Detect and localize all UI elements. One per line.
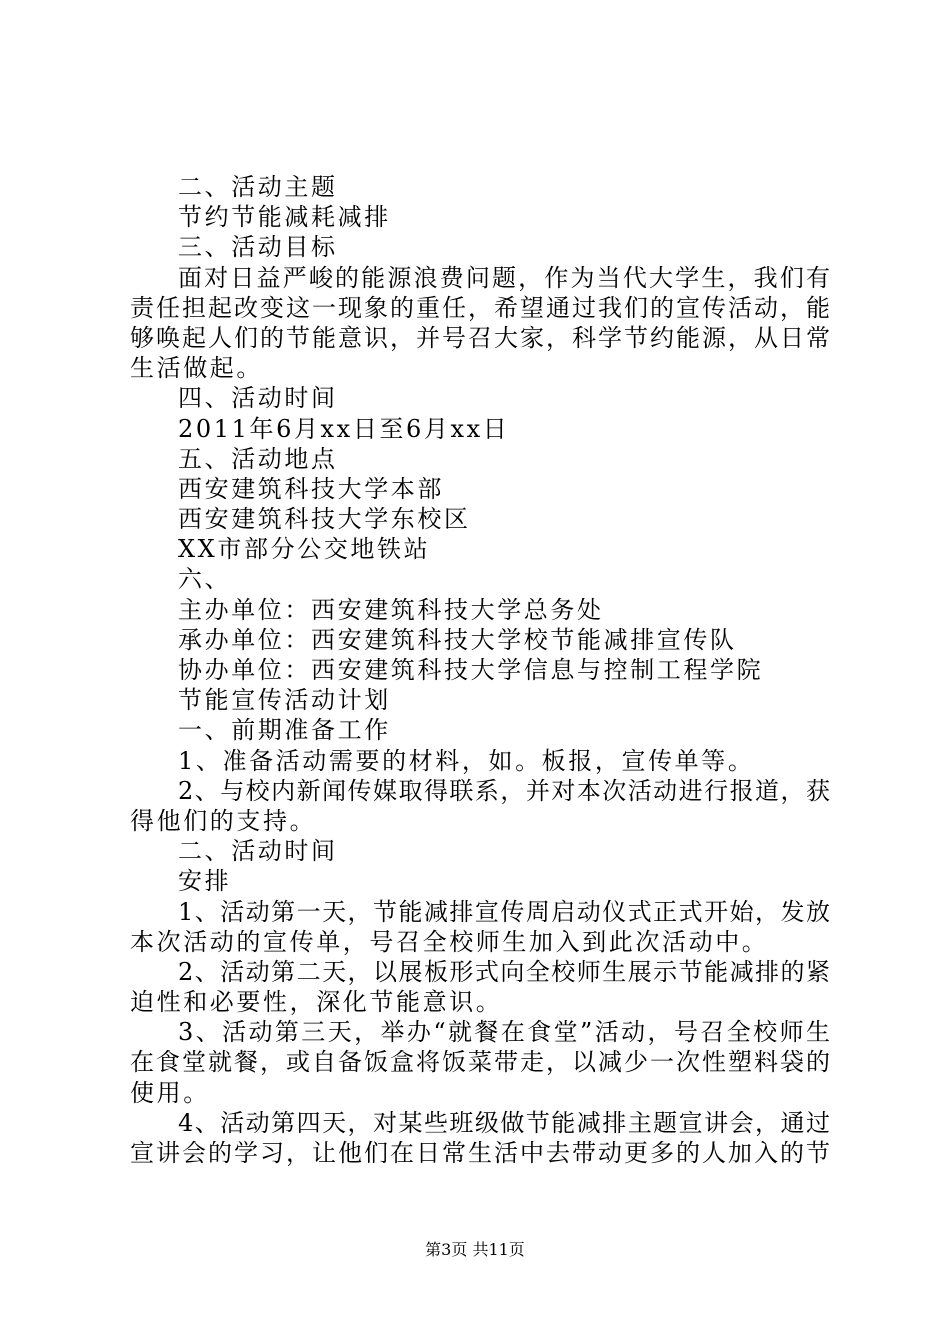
- document-body: [130, 172, 830, 1168]
- paragraph-line: 西安建筑科技大学东校区: [178, 505, 471, 534]
- section-heading-theme: 二、活动主题: [178, 173, 338, 201]
- paragraph-line: 面对日益严峻的能源浪费问题，作为当代大学生，我们有: [178, 263, 830, 292]
- paragraph-line: 1、准备活动需要的材料，如。板报，宣传单等。: [178, 746, 755, 775]
- paragraph-line: 4、活动第四天，对某些班级做节能减排主题宣讲会，通过: [178, 1108, 830, 1137]
- section-heading-schedule: 二、活动时间: [178, 837, 338, 866]
- section-heading-goal: 三、活动目标: [178, 233, 338, 262]
- paragraph-line: 2、活动第二天，以展板形式向全校师生展示节能减排的紧: [178, 957, 830, 986]
- section-heading-location: 五、活动地点: [178, 444, 338, 473]
- paragraph-line: 生活做起。: [130, 354, 263, 383]
- paragraph-line: 2、与校内新闻传媒取得联系，并对本次活动进行报道，获: [178, 776, 830, 805]
- page-footer: [0, 1240, 950, 1260]
- paragraph-line: 使用。: [130, 1078, 210, 1107]
- paragraph-line: 迫性和必要性，深化节能意识。: [130, 988, 503, 1017]
- paragraph-line: 节约节能减耗减排: [178, 203, 391, 232]
- paragraph-line: 责任担起改变这一现象的重任，希望通过我们的宣传活动，能: [130, 293, 830, 322]
- paragraph-line: 协办单位：西安建筑科技大学信息与控制工程学院: [178, 656, 764, 684]
- paragraph-line: XX市部分公交地铁站: [178, 535, 431, 564]
- paragraph-line: 2011年6月xx日至6月xx日: [178, 414, 510, 443]
- paragraph-line: 安排: [178, 867, 232, 896]
- section-heading-six: 六、: [178, 565, 232, 594]
- section-heading-preparation: 一、前期准备工作: [178, 716, 391, 745]
- paragraph-line: 得他们的支持。: [130, 806, 317, 835]
- paragraph-line: 在食堂就餐，或自备饭盒将饭菜带走，以减少一次性塑料袋的: [130, 1048, 830, 1077]
- plan-title: 节能宣传活动计划: [178, 686, 391, 715]
- paragraph-line: 1、活动第一天，节能减排宣传周启动仪式正式开始，发放: [178, 897, 830, 926]
- section-heading-time: 四、活动时间: [178, 384, 338, 413]
- page-number-label: 第3页 共11页: [425, 1240, 525, 1259]
- paragraph-line: 本次活动的宣传单，号召全校师生加入到此次活动中。: [130, 927, 769, 956]
- paragraph-line: 承办单位：西安建筑科技大学校节能减排宣传队: [178, 625, 737, 654]
- paragraph-line: 主办单位：西安建筑科技大学总务处: [178, 595, 604, 624]
- paragraph-line: 西安建筑科技大学本部: [178, 474, 444, 503]
- paragraph-line: 宣讲会的学习，让他们在日常生活中去带动更多的人加入的节: [130, 1139, 830, 1167]
- paragraph-line: 3、活动第三天，举办“就餐在食堂”活动，号召全校师生: [178, 1018, 830, 1047]
- paragraph-line: 够唤起人们的节能意识，并号召大家，科学节约能源，从日常: [130, 323, 830, 352]
